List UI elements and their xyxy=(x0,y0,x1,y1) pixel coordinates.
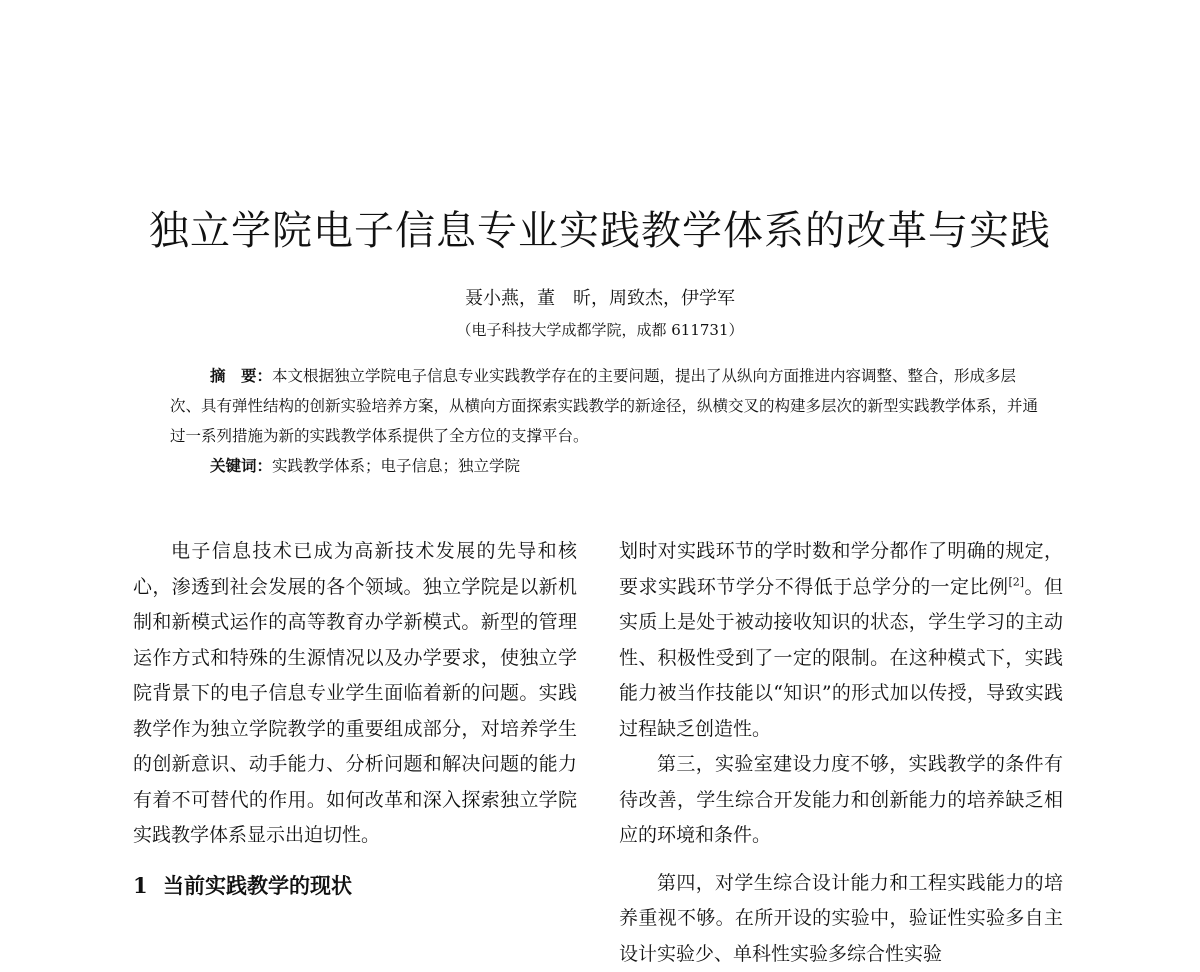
section-heading xyxy=(133,868,577,903)
paper-title: 独立学院电子信息专业实践教学体系的改革与实践 xyxy=(0,203,1200,259)
paragraph-text: 划时对实践环节的学时数和学分都作了明确的规定，要求实践环节学分不得低于总学分的一定比例 xyxy=(619,540,1063,598)
citation-reference: [2] xyxy=(1008,575,1024,588)
keywords-line xyxy=(170,451,1040,481)
paragraph-spacer xyxy=(619,854,1063,866)
section-title: 当前实践教学的现状 xyxy=(163,873,352,898)
abstract-paragraph xyxy=(170,361,1040,451)
section-number: 1 xyxy=(133,868,163,903)
author-list: 聂小燕，董 昕，周致杰，伊学军 xyxy=(0,286,1200,312)
body-column-left xyxy=(133,534,577,903)
abstract-label: 摘 要： xyxy=(210,366,272,385)
author-affiliation: （电子科技大学成都学院，成都 611731） xyxy=(0,318,1200,342)
paragraph-text: 。但实质上是处于被动接收知识的状态，学生学习的主动性、积极性受到了一定的限制。在这种模式下，实践能力被当作技能以“知识”的形式加以传授，导致实践过程缺乏创造性。 xyxy=(619,576,1063,740)
body-paragraph xyxy=(619,534,1063,747)
body-paragraph: 电子信息技术已成为高新技术发展的先导和核心，渗透到社会发展的各个领域。独立学院是以新机制和新模式运作的高等教育办学新模式。新型的管理运作方式和特殊的生源情况以及办学要求，使独立学院背景下的电子信息专业学生面临着新的问题。实践教学作为独立学院教学的重要组成部分，对培养学生的创新意识、动手能力、分析问题和解决问题的能力有着不可替代的作用。如何改革和深入探索独立学院实践教学体系显示出迫切性。 xyxy=(133,534,577,854)
body-paragraph: 第三，实验室建设力度不够，实践教学的条件有待改善，学生综合开发能力和创新能力的培养缺乏相应的环境和条件。 xyxy=(619,747,1063,854)
abstract-text: 本文根据独立学院电子信息专业实践教学存在的主要问题，提出了从纵向方面推进内容调整、整合，形成多层次、具有弹性结构的创新实验培养方案，从横向方面探索实践教学的新途径，纵横交叉的构建多层次的新型实践教学体系，并通过一系列措施为新的实践教学体系提供了全方位的支撑平台。 xyxy=(170,367,1038,445)
keywords-text: 实践教学体系；电子信息；独立学院 xyxy=(272,457,520,475)
abstract-block xyxy=(170,361,1040,481)
keywords-label: 关键词： xyxy=(210,456,272,475)
body-column-right xyxy=(619,534,1063,972)
body-paragraph: 第四，对学生综合设计能力和工程实践能力的培养重视不够。在所开设的实验中，验证性实验多自主设计实验少、单科性实验多综合性实验 xyxy=(619,866,1063,972)
